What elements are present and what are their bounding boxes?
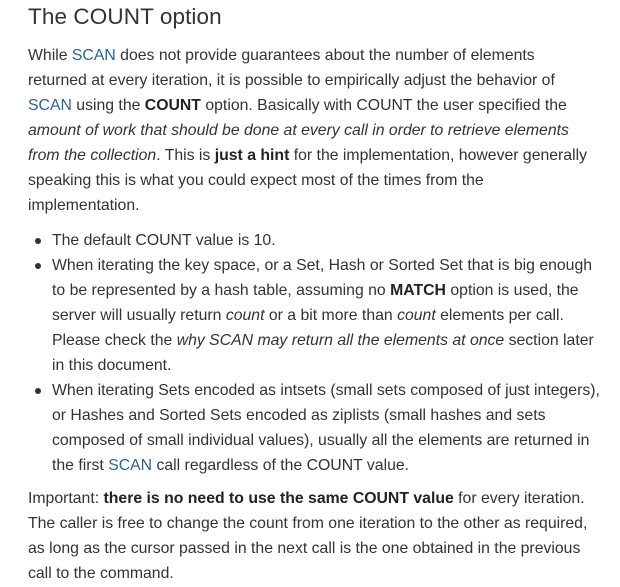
bullet-list [28,228,602,478]
important-paragraph [28,486,594,586]
scan-link[interactable]: SCAN [28,97,72,114]
bold-important: there is no need to use the same COUNT value [103,490,454,507]
emphasis-text: count [225,307,265,324]
intro-paragraph [28,43,594,218]
text-span: When iterating Sets encoded as intsets (small sets composed of just integers), or Hashes and Sorted Sets encoded as ziplists (small hashes and sets composed of small individual values), usually all the elements are returned in the first [52,382,600,474]
emphasis-text: why SCAN may return all the elements at once [176,332,505,349]
text-span: for every iteration. The caller is free to change the count from one iteration to the other as required, as long as the cursor passed in the next call is the one obtained in the previous call to the command. [28,490,588,582]
match-keyword: MATCH [390,282,446,299]
emphasis-text: amount of work that should be done at every call in order to retrieve elements from the collection [28,122,569,164]
section-title: The COUNT option [28,4,222,29]
scan-link[interactable]: SCAN [108,457,153,474]
list-item [52,378,602,478]
text-span: . This is [156,147,215,164]
text-span: When iterating the key space, or a Set, Hash or Sorted Set that is big enough to be represented by a hash table, assuming no [52,257,593,299]
scan-link[interactable]: SCAN [71,47,116,64]
text-span: call regardless of the COUNT value. [152,457,410,474]
text-span: does not provide guarantees about the number of elements returned at every iteration, it is possible to empirically adjust the behavior of [28,47,555,89]
count-keyword: COUNT [144,97,201,114]
text-span: While [28,47,72,64]
text-span: elements per call. Please check the [52,307,564,349]
bold-hint: just a hint [214,147,290,164]
bullet-dot-icon [35,263,41,269]
text-span: for the implementation, however generally speaking this is what you could expect most of the times from the implementation. [28,147,588,214]
bullet-dot-icon [35,388,41,394]
text-span: option. Basically with COUNT the user specified the [200,97,567,114]
text-span: option is used, the server will usually return [52,282,579,324]
text-span: section later in this document. [52,332,594,374]
bullet-dot-icon [35,238,41,244]
emphasis-text: count [397,307,436,324]
text-span: Important: [28,490,104,507]
text-span: using the [71,97,145,114]
list-item [52,253,602,378]
text-span: or a bit more than [264,307,398,324]
list-item [52,228,602,253]
text-span: The default COUNT value is 10. [52,232,276,249]
